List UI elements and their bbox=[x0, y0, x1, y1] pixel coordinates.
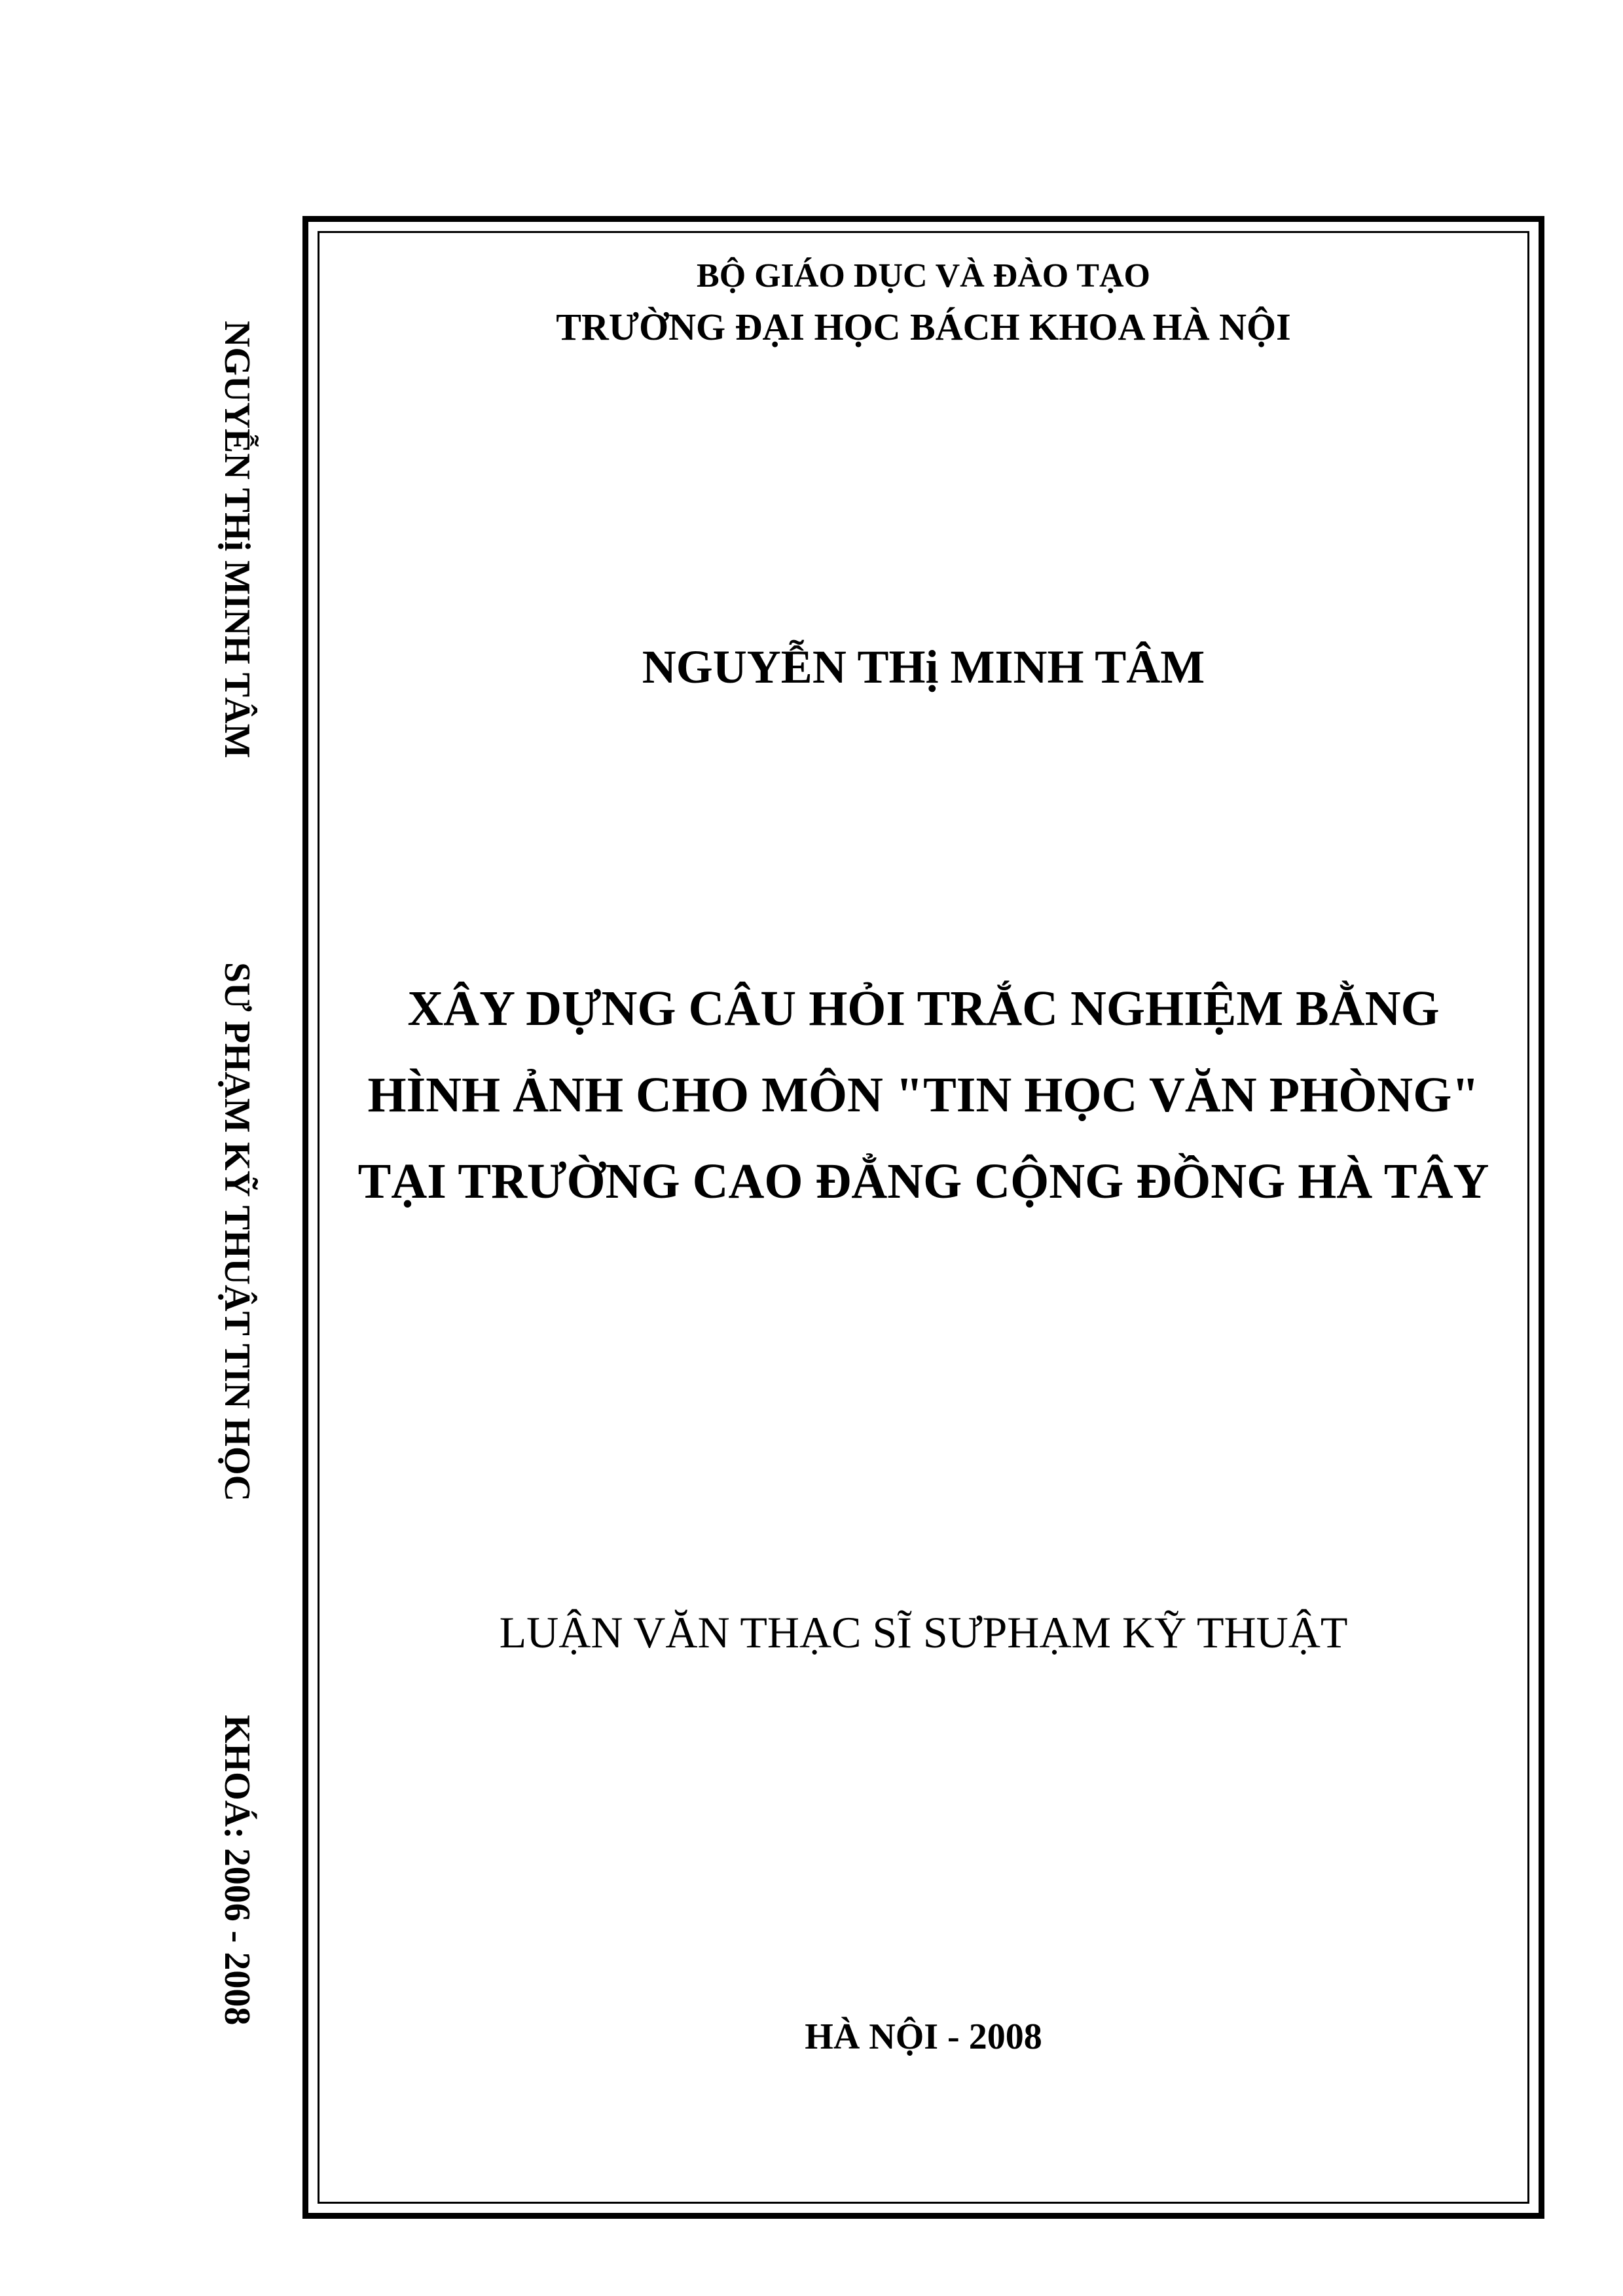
spine-major: SƯ PHẠM KỸ THUẬT TIN HỌC bbox=[217, 962, 257, 1502]
university-heading: TRƯỜNG ĐẠI HỌC BÁCH KHOA HÀ NỘI bbox=[556, 306, 1291, 348]
spine-author-name: NGUYỄN THị MINH TÂM bbox=[217, 321, 257, 759]
cover-inner-border bbox=[318, 231, 1529, 2204]
cover-border bbox=[302, 216, 1544, 2219]
spine-course-year: KHOÁ: 2006 - 2008 bbox=[217, 1715, 257, 2026]
ministry-heading: BỘ GIÁO DỤC VÀ ĐÀO TẠO bbox=[697, 257, 1150, 295]
thesis-title-line-3: TẠI TRƯỜNG CAO ĐẲNG CỘNG ĐỒNG HÀ TÂY bbox=[357, 1154, 1489, 1209]
author-name: NGUYỄN THị MINH TÂM bbox=[642, 641, 1205, 693]
thesis-title-line-1: XÂY DỰNG CÂU HỎI TRẮC NGHIỆM BẰNG bbox=[407, 981, 1440, 1036]
place-and-year: HÀ NỘI - 2008 bbox=[805, 2017, 1042, 2057]
thesis-title-line-2: HÌNH ẢNH CHO MÔN "TIN HỌC VĂN PHÒNG" bbox=[367, 1067, 1480, 1122]
degree-type: LUẬN VĂN THẠC SĨ SƯPHẠM KỸ THUẬT bbox=[499, 1607, 1348, 1657]
